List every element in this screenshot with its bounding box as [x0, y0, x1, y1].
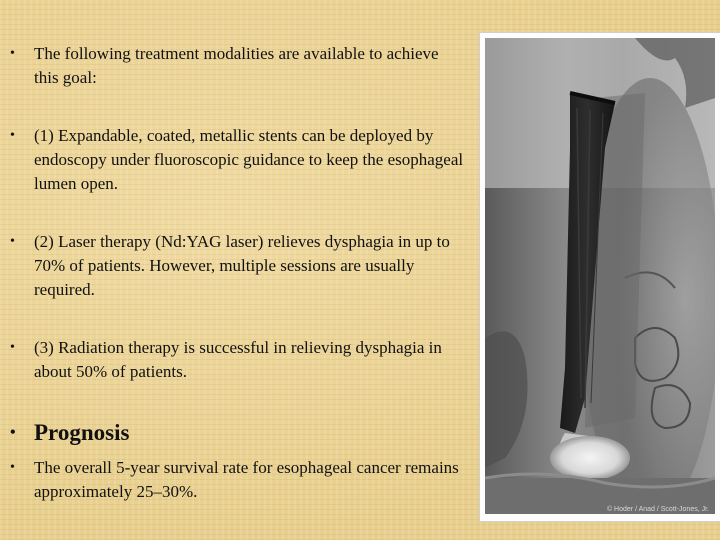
bullet-marker: •	[10, 128, 15, 143]
bullet-text: The overall 5-year survival rate for esophageal cancer remains approximately 25–30%.	[34, 458, 459, 501]
bullet-marker: •	[10, 234, 15, 249]
bullet-text: The following treatment modalities are available to achieve this goal:	[34, 44, 439, 87]
prognosis-heading-text: Prognosis	[34, 420, 130, 445]
bullet-text: (1) Expandable, coated, metallic stents can be deployed by endoscopy under fluoroscopic guidance to keep the esophageal lumen open.	[34, 126, 464, 193]
bullet-text: (3) Radiation therapy is successful in relieving dysphagia in about 50% of patients.	[34, 338, 442, 381]
bullet-marker: •	[10, 424, 16, 441]
image-credit: © Hoder / Anad / Scott-Jones, Jr.	[606, 506, 709, 513]
esophageal-stent-xray-image	[485, 38, 715, 514]
bullet-marker: •	[10, 46, 15, 61]
bullet-marker: •	[10, 460, 15, 475]
bullet-text: (2) Laser therapy (Nd:YAG laser) relieves dysphagia in up to 70% of patients. However, multiple sessions are usually required.	[34, 232, 450, 299]
xray-image-frame	[479, 32, 720, 522]
bullet-marker: •	[10, 340, 15, 355]
xray-graphic	[485, 38, 715, 514]
